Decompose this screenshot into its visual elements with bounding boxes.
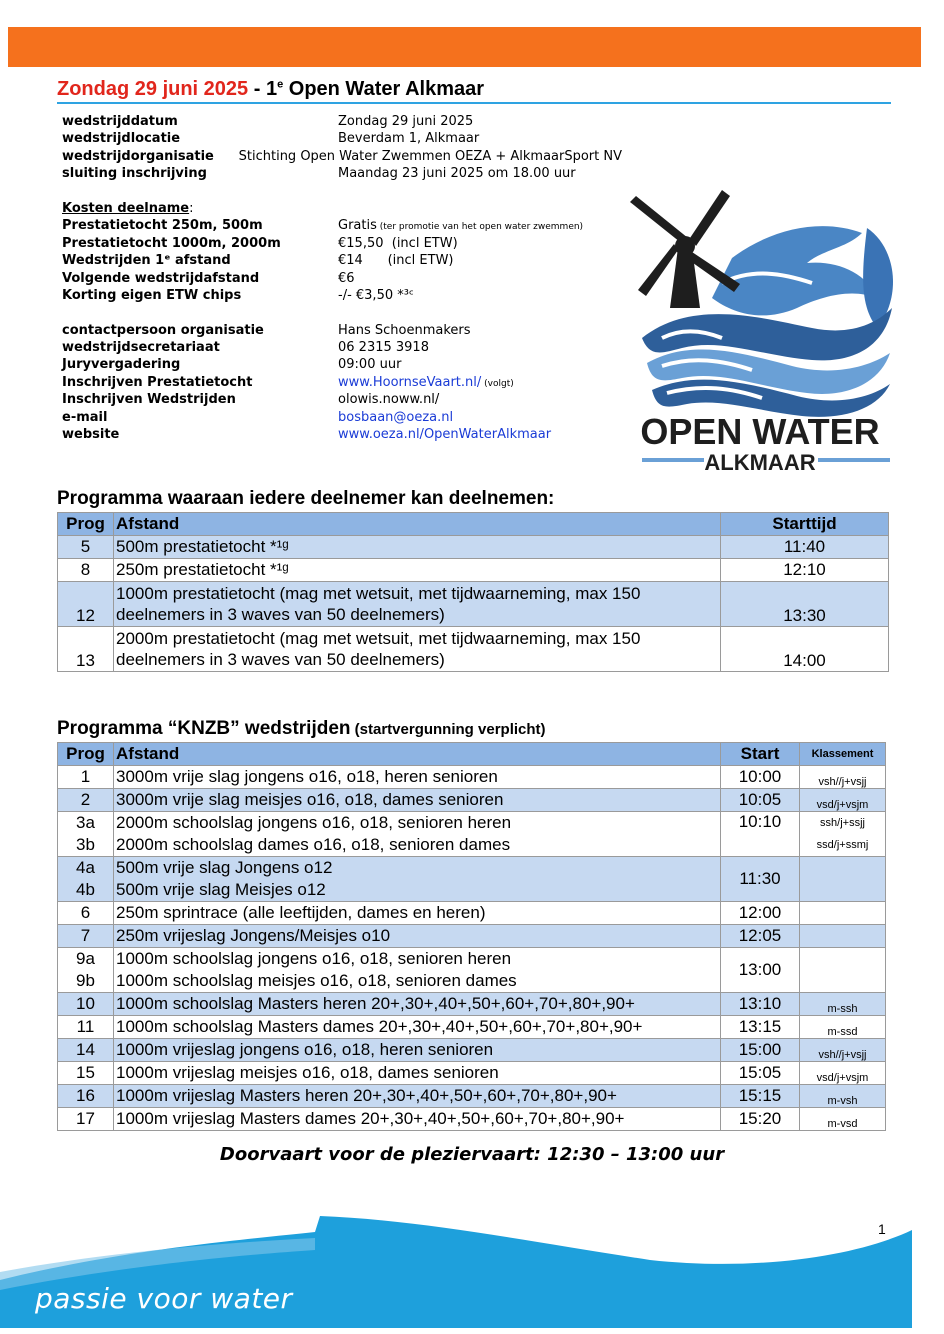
cell-start: 11:40: [721, 536, 889, 559]
info-row: [62, 217, 622, 234]
cell-afstand: 250m sprintrace (alle leeftijden, dames en heren): [114, 902, 721, 925]
info-row: [62, 252, 622, 269]
cell-prog: 17: [58, 1108, 114, 1131]
cell-klassement: [800, 925, 886, 948]
cell-klassement: m-ssd: [800, 1016, 886, 1039]
cell-prog: 13: [58, 627, 114, 672]
table-row: [58, 789, 886, 812]
cell-klassement: [800, 857, 886, 902]
cell-afstand: 1000m vrijeslag jongens o16, o18, heren senioren: [114, 1039, 721, 1062]
cell-afstand: 2000m prestatietocht (mag met wetsuit, met tijdwaarneming, max 150 deelnemers in 3 waves van 50 deelnemers): [114, 627, 721, 672]
cell-afstand: 500m vrije slag Meisjes o12: [116, 880, 326, 899]
info-note: (ter promotie van het open water zwemmen): [376, 222, 584, 233]
cell-prog: 8: [58, 559, 114, 582]
cell-afstand: 1000m schoolslag Masters dames 20+,30+,40+,50+,60+,70+,80+,90+: [114, 1016, 721, 1039]
info-row: [62, 270, 622, 287]
info-label: wedstrijdorganisatie: [62, 148, 214, 164]
cell-afstand: 1000m schoolslag Masters heren 20+,30+,40+,50+,60+,70+,80+,90+: [114, 993, 721, 1016]
title-superscript: e: [277, 78, 284, 91]
cell-afstand: 1000m vrijeslag meisjes o16, o18, dames senioren: [114, 1062, 721, 1085]
footer-slogan: passie voor water: [35, 1282, 293, 1315]
cell-start: 13:15: [721, 1016, 800, 1039]
title-underline: [57, 102, 891, 104]
cell-afstand: 2000m schoolslag jongens o16, o18, senioren heren: [116, 813, 512, 832]
info-label: sluiting inschrijving: [62, 166, 207, 182]
cell-klassement: m-ssh: [800, 993, 886, 1016]
info-label: Prestatietocht 250m, 500m: [62, 218, 263, 234]
cell-afstand: 3000m vrije slag jongens o16, o18, heren senioren: [114, 766, 721, 789]
info-value: Beverdam 1, Alkmaar: [338, 131, 480, 147]
info-value: -/- €3,50 *³ᶜ: [338, 287, 414, 303]
table-row: [58, 1016, 886, 1039]
cell-afstand: 250m vrijeslag Jongens/Meisjes o10: [114, 925, 721, 948]
section2-table: [57, 742, 886, 1131]
header-afstand: Afstand: [114, 743, 721, 766]
info-row: [62, 374, 622, 391]
info-row: [62, 391, 622, 408]
title-date: Zondag 29 juni 2025: [57, 78, 249, 100]
info-label: Juryvergadering: [62, 357, 181, 373]
section2-title: [57, 718, 546, 740]
info-label: Prestatietocht 1000m, 2000m: [62, 235, 281, 251]
table-row: [58, 948, 886, 993]
info-value: Zondag 29 juni 2025: [338, 114, 474, 129]
info-block: [62, 113, 622, 443]
title-separator: - 1: [248, 78, 278, 100]
cell-start: 12:05: [721, 925, 800, 948]
header-afstand: Afstand: [114, 513, 721, 536]
cell-start: 12:00: [721, 902, 800, 925]
header-start: Start: [721, 743, 800, 766]
cell-prog: 11: [58, 1016, 114, 1039]
cell-afstand: 500m prestatietocht *¹ᵍ: [114, 536, 721, 559]
cell-prog: 5: [58, 536, 114, 559]
info-value: €6: [338, 270, 355, 286]
table-row: [58, 559, 889, 582]
cell-prog: 1: [58, 766, 114, 789]
prestatietocht-link[interactable]: www.HoornseVaart.nl/: [338, 374, 482, 390]
kosten-label: Kosten deelname: [62, 200, 190, 216]
page-title: [57, 78, 484, 101]
cell-start: 15:05: [721, 1062, 800, 1085]
cell-prog: 14: [58, 1039, 114, 1062]
info-row: [62, 339, 622, 356]
open-water-alkmaar-logo: [622, 188, 897, 478]
header-starttijd: Starttijd: [721, 513, 889, 536]
info-label: wedstrijddatum: [62, 114, 178, 129]
cell-afstand: 500m vrije slag Jongens o12: [116, 858, 333, 877]
info-value: Gratis: [338, 218, 377, 234]
table-header-row: [58, 743, 886, 766]
table-row: [58, 1108, 886, 1131]
cell-prog: 7: [58, 925, 114, 948]
table-row: [58, 1039, 886, 1062]
email-link[interactable]: bosbaan@oeza.nl: [338, 409, 454, 425]
info-value: 09:00 uur: [338, 357, 402, 373]
cell-klassement: m-vsd: [800, 1108, 886, 1131]
cell-start: 10:05: [721, 789, 800, 812]
info-label: wedstrijdlocatie: [62, 131, 181, 147]
cell-start: 14:00: [721, 627, 889, 672]
info-label: Volgende wedstrijdafstand: [62, 270, 260, 286]
cell-afstand: 1000m vrijeslag Masters dames 20+,30+,40+,50+,60+,70+,80+,90+: [114, 1108, 721, 1131]
table-row: [58, 993, 886, 1016]
cell-start: 15:15: [721, 1085, 800, 1108]
table-row: [58, 1085, 886, 1108]
cell-start: 13:00: [721, 948, 800, 993]
cell-afstand: 1000m schoolslag meisjes o16, o18, senioren dames: [116, 971, 517, 990]
info-label: wedstrijdsecretariaat: [62, 340, 220, 356]
cell-prog: 3b: [76, 835, 95, 854]
info-label: Wedstrijden 1ᵉ afstand: [62, 253, 231, 269]
cell-prog: 2: [58, 789, 114, 812]
cell-start: 13:30: [721, 582, 889, 627]
section1-table: [57, 512, 889, 672]
table-row: [58, 627, 889, 672]
cell-prog: 10: [58, 993, 114, 1016]
cell-afstand: 1000m vrijeslag Masters heren 20+,30+,40+,50+,60+,70+,80+,90+: [114, 1085, 721, 1108]
header-klassement: Klassement: [800, 743, 886, 766]
header-prog: Prog: [58, 513, 114, 536]
cell-start: 10:00: [721, 766, 800, 789]
info-row: [62, 426, 622, 443]
info-label: Korting eigen ETW chips: [62, 287, 242, 303]
cell-start: 13:10: [721, 993, 800, 1016]
page-number: 1: [878, 1221, 886, 1237]
info-label: contactpersoon organisatie: [62, 322, 264, 338]
cell-prog: 4b: [76, 880, 95, 899]
cell-afstand: 3000m vrije slag meisjes o16, o18, dames senioren: [114, 789, 721, 812]
table-row: [58, 857, 886, 902]
cell-afstand: 2000m schoolslag dames o16, o18, senioren dames: [116, 835, 511, 854]
info-label: website: [62, 427, 120, 443]
cell-afstand: 1000m prestatietocht (mag met wetsuit, met tijdwaarneming, max 150 deelnemers in 3 waves van 50 deelnemers): [114, 582, 721, 627]
section2-title-main: Programma “KNZB” wedstrijden: [57, 718, 351, 739]
table-header-row: [58, 513, 889, 536]
cell-prog: 9a: [76, 949, 95, 968]
table-row: [58, 1062, 886, 1085]
info-row: [62, 409, 622, 426]
table-row: [58, 582, 889, 627]
footer-wave: [0, 1210, 944, 1334]
table-row: [58, 536, 889, 559]
info-value: Maandag 23 juni 2025 om 18.00 uur: [338, 166, 576, 182]
cell-start: 15:20: [721, 1108, 800, 1131]
cell-klassement: vsh//j+vsjj: [800, 766, 886, 789]
doorvaart-notice: Doorvaart voor de pleziervaart: 12:30 – 13:00 uur: [219, 1144, 725, 1165]
info-value: €14 (incl ETW): [338, 253, 454, 269]
cell-prog: 16: [58, 1085, 114, 1108]
header-prog: Prog: [58, 743, 114, 766]
table-row: [58, 925, 886, 948]
top-orange-bar: [8, 27, 921, 67]
cell-prog: 6: [58, 902, 114, 925]
info-row: [62, 235, 622, 252]
info-row: [62, 130, 622, 147]
cell-klassement: vsd/j+vsjm: [800, 789, 886, 812]
cell-klassement: vsh//j+vsjj: [800, 1039, 886, 1062]
cell-afstand: 1000m schoolslag jongens o16, o18, senioren heren: [116, 949, 512, 968]
cell-start: 12:10: [721, 559, 889, 582]
logo-text-alkmaar: ALKMAAR: [704, 450, 816, 475]
info-value: 06 2315 3918: [338, 340, 429, 356]
info-row: [62, 165, 622, 182]
cell-klassement: [800, 902, 886, 925]
cell-start: 10:10: [721, 812, 800, 857]
cell-afstand: 250m prestatietocht *¹ᵍ: [114, 559, 721, 582]
cell-klassement: vsd/j+vsjm: [800, 1062, 886, 1085]
cell-prog: 4a: [76, 858, 95, 877]
kosten-colon: :: [189, 200, 194, 216]
info-note: (volgt): [481, 378, 514, 389]
logo-text-open-water: OPEN WATER: [640, 411, 880, 452]
info-label: e-mail: [62, 409, 108, 425]
info-value: €15,50 (incl ETW): [338, 235, 458, 251]
section1-title: Programma waaraan iedere deelnemer kan deelnemen:: [57, 488, 555, 509]
table-row: [58, 766, 886, 789]
cell-klassement: ssh/j+ssjj: [820, 817, 865, 829]
cell-start: 15:00: [721, 1039, 800, 1062]
info-row: [62, 287, 622, 304]
info-value: olowis.noww.nl/: [338, 392, 440, 408]
cell-prog: 9b: [76, 971, 95, 990]
title-event: Open Water Alkmaar: [283, 78, 485, 100]
info-row: [62, 322, 622, 339]
info-label: Inschrijven Prestatietocht: [62, 374, 253, 390]
info-row: [62, 113, 622, 130]
cell-klassement: ssd/j+ssmj: [816, 839, 869, 851]
website-link[interactable]: www.oeza.nl/OpenWaterAlkmaar: [338, 427, 552, 443]
info-row: [62, 356, 622, 373]
info-label: Inschrijven Wedstrijden: [62, 392, 236, 408]
kosten-heading: [62, 200, 622, 217]
cell-klassement: [800, 948, 886, 993]
cell-prog: 15: [58, 1062, 114, 1085]
cell-klassement: m-vsh: [800, 1085, 886, 1108]
cell-start: 11:30: [721, 857, 800, 902]
info-value: Hans Schoenmakers: [338, 322, 471, 338]
info-row: [62, 148, 622, 165]
table-row: [58, 902, 886, 925]
cell-prog: 12: [58, 582, 114, 627]
section2-subtitle: (startvergunning verplicht): [350, 721, 546, 738]
info-value: Stichting Open Water Zwemmen OEZA + AlkmaarSport NV: [238, 148, 622, 164]
table-row: [58, 812, 886, 857]
cell-prog: 3a: [76, 813, 95, 832]
